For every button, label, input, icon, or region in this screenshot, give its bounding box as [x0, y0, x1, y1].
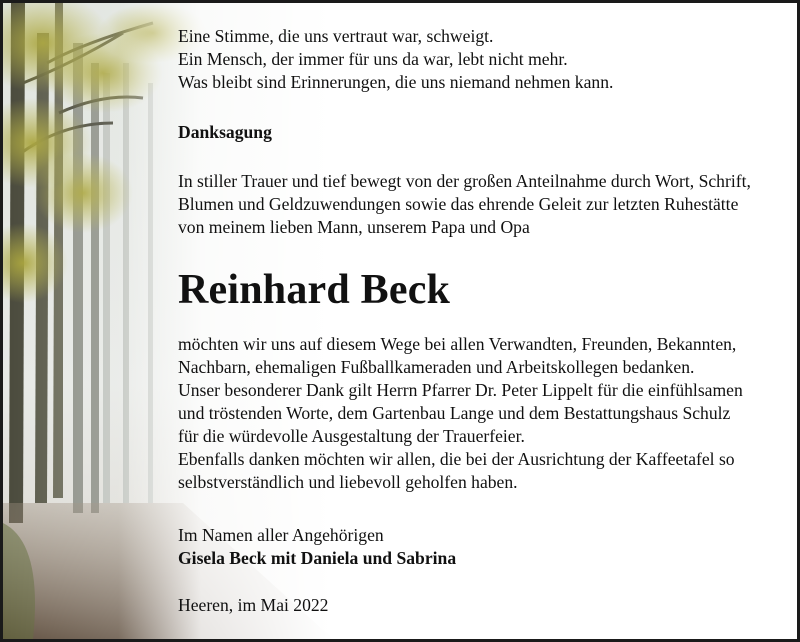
- body-line: Unser besonderer Dank gilt Herrn Pfarrer Dr. Peter Lippelt für die einfühlsamen: [178, 380, 743, 400]
- intro-line: von meinem lieben Mann, unserem Papa und Opa: [178, 217, 530, 237]
- thanks-paragraph: [178, 333, 743, 494]
- poem-line: Was bleibt sind Erinnerungen, die uns niemand nehmen kann.: [178, 72, 614, 92]
- body-line: selbstverständlich und liebevoll geholfen haben.: [178, 472, 518, 492]
- heading-danksagung: Danksagung: [178, 122, 272, 142]
- poem-line: Eine Stimme, die uns vertraut war, schweigt.: [178, 26, 494, 46]
- poem: [178, 25, 613, 94]
- signoff-line: Im Namen aller Angehörigen: [178, 525, 384, 545]
- intro-line: In stiller Trauer und tief bewegt von der großen Anteilnahme durch Wort, Schrift,: [178, 171, 751, 191]
- body-line: und tröstenden Worte, dem Gartenbau Lange und dem Bestattungshaus Schulz: [178, 403, 731, 423]
- deceased-name: Reinhard Beck: [178, 267, 451, 313]
- poem-line: Ein Mensch, der immer für uns da war, lebt nicht mehr.: [178, 49, 568, 69]
- place-date: Heeren, im Mai 2022: [178, 595, 329, 615]
- intro-paragraph: [178, 170, 751, 239]
- body-line: für die würdevolle Ausgestaltung der Trauerfeier.: [178, 426, 525, 446]
- body-line: Ebenfalls danken möchten wir allen, die bei der Ausrichtung der Kaffeetafel so: [178, 449, 735, 469]
- body-line: Nachbarn, ehemaligen Fußballkameraden und Arbeitskollegen bedanken.: [178, 357, 695, 377]
- signoff: [178, 524, 456, 570]
- family-names: Gisela Beck mit Daniela und Sabrina: [178, 548, 457, 568]
- body-line: möchten wir uns auf diesem Wege bei allen Verwandten, Freunden, Bekannten,: [178, 334, 737, 354]
- intro-line: Blumen und Geldzuwendungen sowie das ehrende Geleit zur letzten Ruhestätte: [178, 194, 739, 214]
